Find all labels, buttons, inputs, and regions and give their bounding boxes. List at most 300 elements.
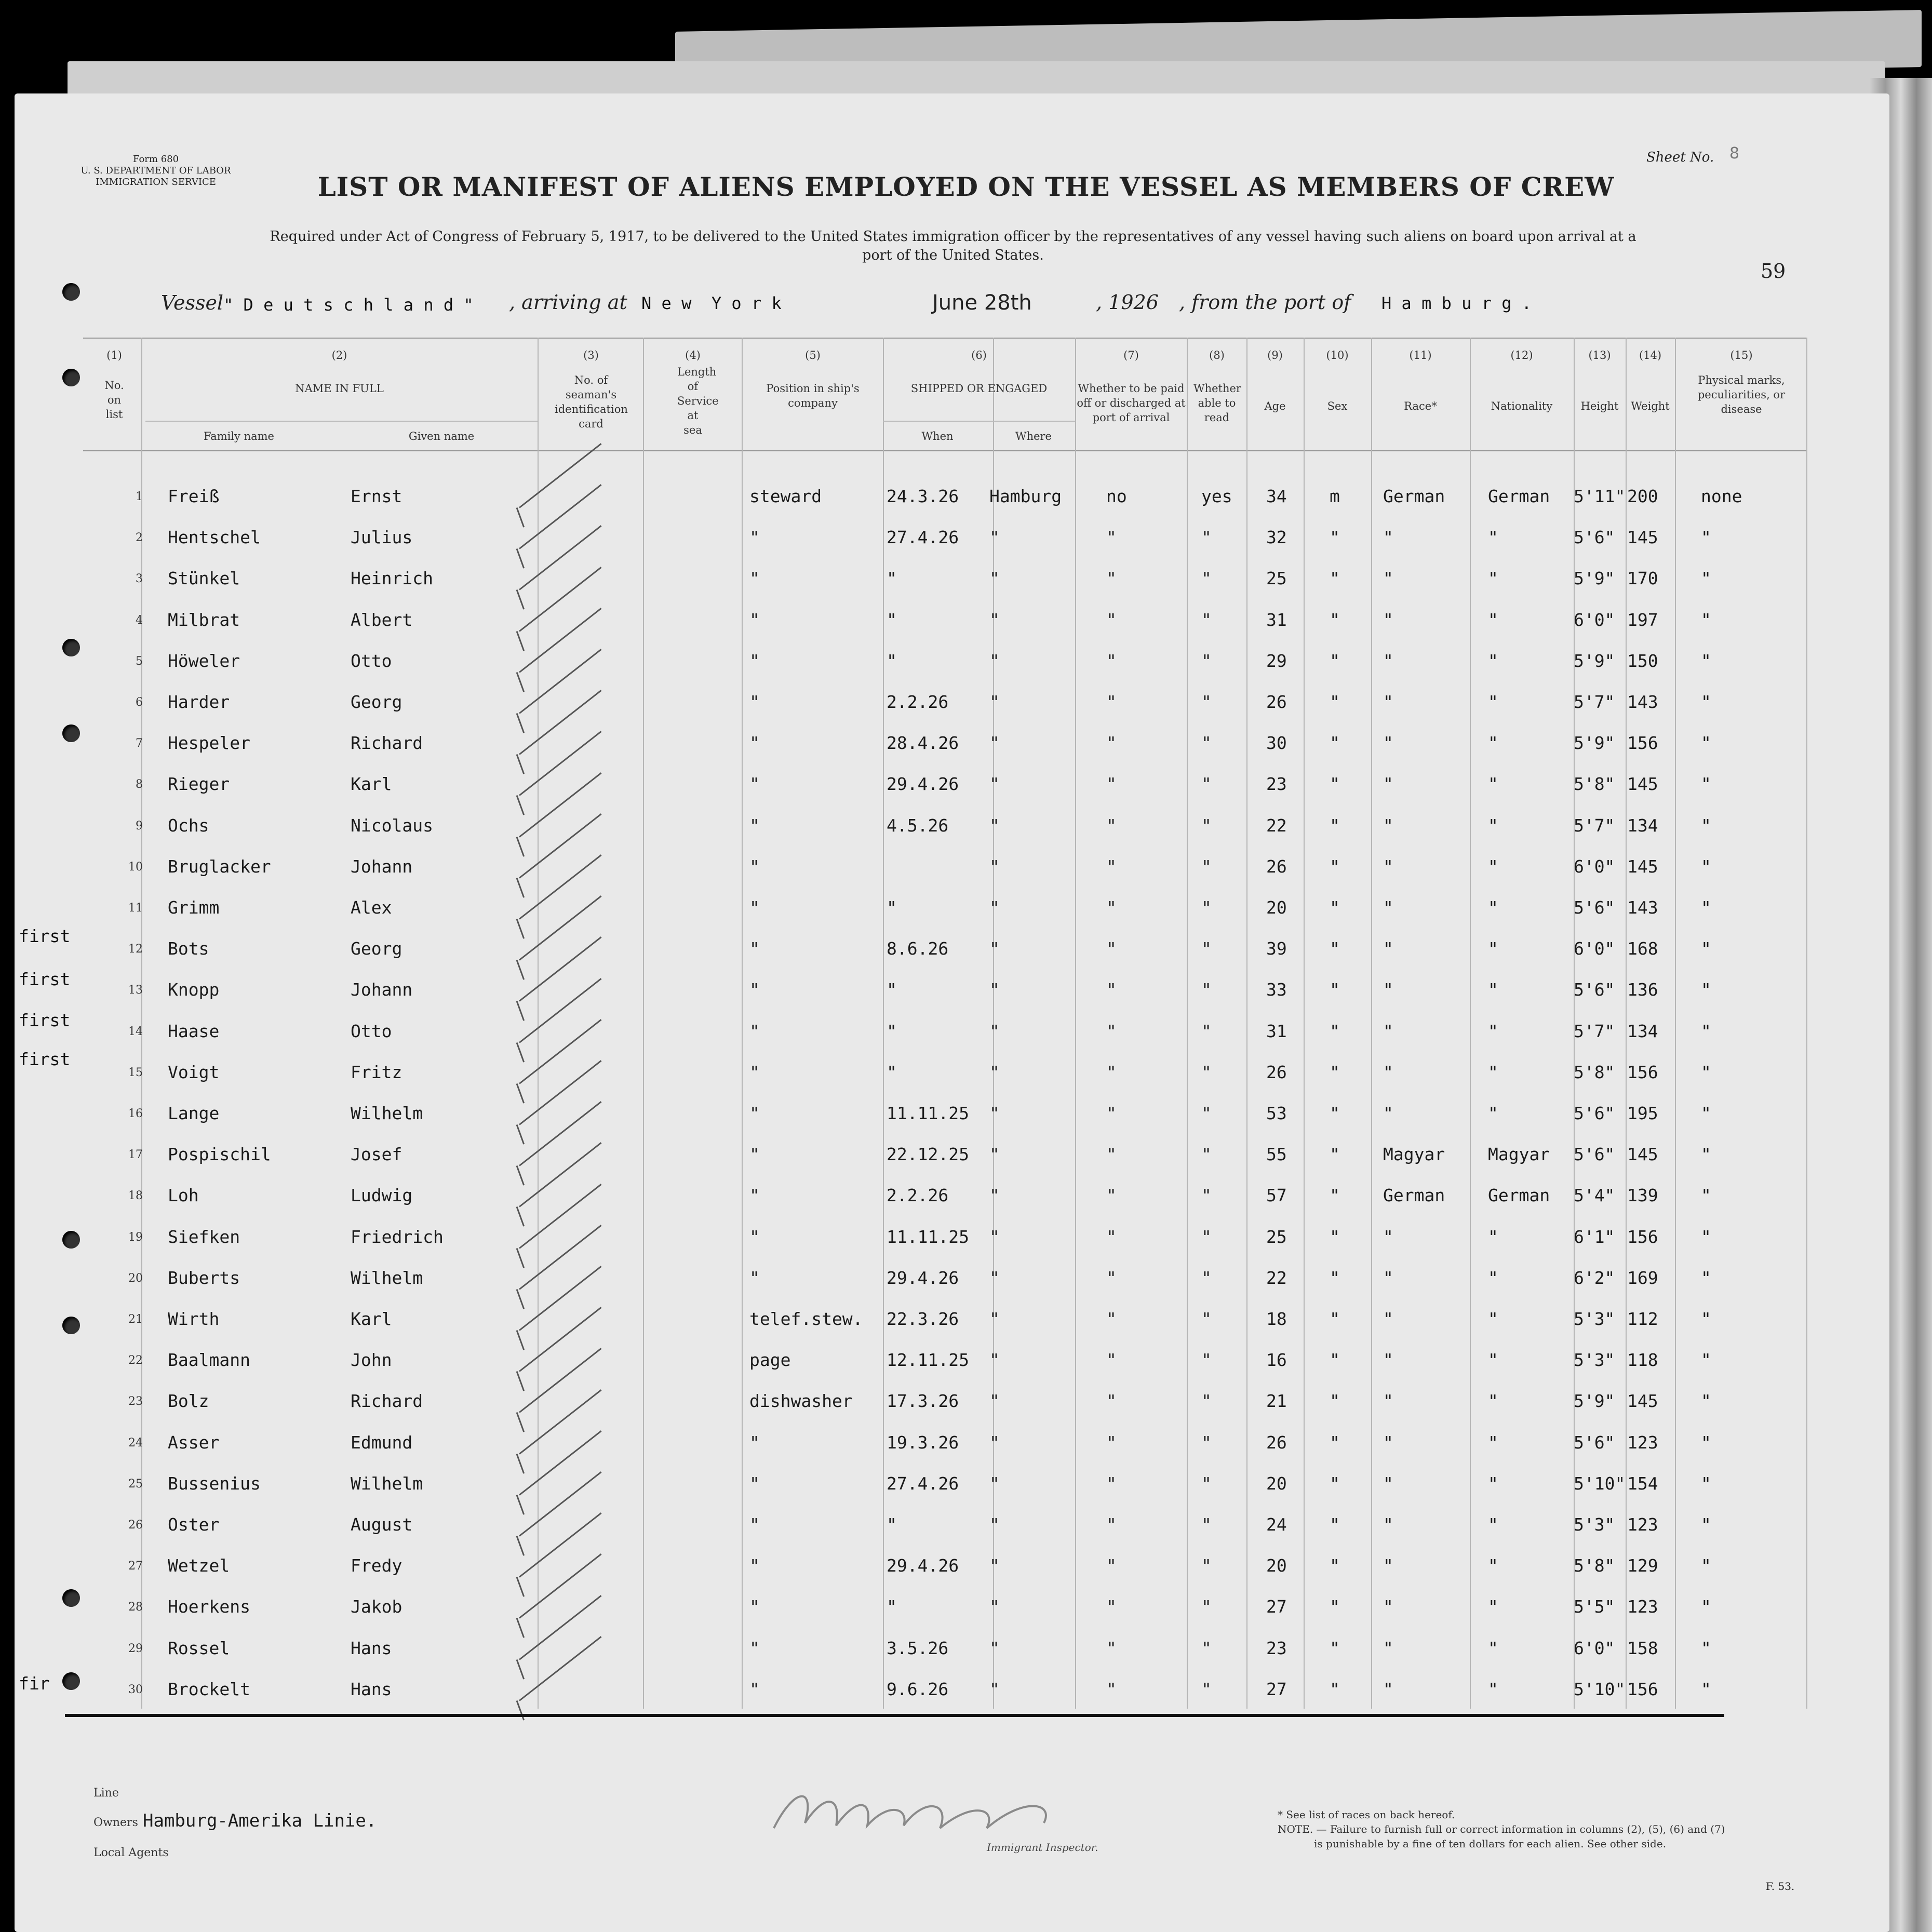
cell-age: 39 — [1266, 938, 1287, 959]
col-num: (12) — [1510, 349, 1533, 361]
cell-race: " — [1383, 733, 1393, 753]
cell-age: 23 — [1266, 774, 1287, 794]
cell-paid: " — [1106, 1432, 1117, 1453]
cell-position: " — [749, 1596, 760, 1617]
cell-family: Loh — [168, 1185, 199, 1205]
cell-marks: " — [1701, 1227, 1711, 1247]
cell-height: 5'9" — [1574, 568, 1615, 588]
owners-value: Hamburg-Amerika Linie. — [143, 1810, 377, 1831]
cell-marks: " — [1701, 897, 1711, 918]
footer-note — [1278, 1807, 1797, 1851]
col-head-15 — [1676, 348, 1806, 417]
binder-hole — [62, 1672, 80, 1690]
cell-sex: " — [1330, 651, 1340, 671]
cell-where: " — [989, 1555, 1000, 1576]
cell-height: 5'6" — [1574, 1432, 1615, 1453]
cell-sex: " — [1330, 1062, 1340, 1082]
cell-given: Otto — [351, 1021, 392, 1041]
cell-paid: " — [1106, 938, 1117, 959]
cell-position: " — [749, 1473, 760, 1494]
form-code: F. 53. — [1766, 1880, 1795, 1893]
cell-height: 6'0" — [1574, 938, 1615, 959]
cell-paid: " — [1106, 856, 1117, 877]
col-head-2 — [141, 348, 538, 396]
cell-family: Milbrat — [168, 610, 240, 630]
cell-sex: " — [1330, 1350, 1340, 1370]
cell-height: 5'3" — [1574, 1350, 1615, 1370]
cell-no: 13 — [128, 984, 143, 997]
cell-read: " — [1201, 1679, 1212, 1699]
cell-sex: m — [1330, 486, 1340, 506]
cell-age: 27 — [1266, 1596, 1287, 1617]
cell-paid: " — [1106, 610, 1117, 630]
cell-sex: " — [1330, 1679, 1340, 1699]
dept-name: U. S. DEPARTMENT OF LABOR — [81, 165, 231, 176]
col-num: (7) — [1123, 349, 1139, 361]
cell-marks: " — [1701, 1185, 1711, 1205]
cell-race: " — [1383, 1638, 1393, 1658]
col-label: Race* — [1404, 400, 1437, 412]
cell-when: " — [887, 1021, 897, 1041]
cell-weight: 129 — [1627, 1555, 1658, 1576]
margin-note: first — [19, 1010, 71, 1030]
cell-when: 28.4.26 — [887, 733, 959, 753]
sheet-label: Sheet No. — [1646, 150, 1714, 165]
cell-paid: " — [1106, 1021, 1117, 1041]
cell-age: 22 — [1266, 815, 1287, 836]
cell-sex: " — [1330, 856, 1340, 877]
cell-family: Pospischil — [168, 1144, 271, 1164]
cell-read: " — [1201, 1268, 1212, 1288]
cell-position: " — [749, 1638, 760, 1658]
cell-weight: 145 — [1627, 774, 1658, 794]
inspector-label: Immigrant Inspector. — [987, 1841, 1098, 1854]
cell-height: 5'10" — [1574, 1679, 1626, 1699]
cell-no: 21 — [128, 1313, 143, 1326]
cell-age: 20 — [1266, 1473, 1287, 1494]
inspector-signature — [753, 1776, 1117, 1844]
cell-height: 5'6" — [1574, 1103, 1615, 1123]
cell-read: " — [1201, 568, 1212, 588]
cell-weight: 156 — [1627, 1062, 1658, 1082]
cell-race: German — [1383, 1185, 1445, 1205]
col-head-12 — [1470, 348, 1574, 413]
cell-paid: " — [1106, 1350, 1117, 1370]
col-label: Whether to be paid off or discharged at port of arrival — [1077, 382, 1186, 424]
cell-nationality: " — [1488, 610, 1498, 630]
cell-where: " — [989, 610, 1000, 630]
cell-sex: " — [1330, 568, 1340, 588]
cell-race: " — [1383, 1350, 1393, 1370]
cell-read: yes — [1201, 486, 1232, 506]
cell-when: 19.3.26 — [887, 1432, 959, 1453]
cell-read: " — [1201, 1596, 1212, 1617]
cell-where: " — [989, 1144, 1000, 1164]
cell-when: 3.5.26 — [887, 1638, 949, 1658]
cell-marks: " — [1701, 1679, 1711, 1699]
cell-when: 17.3.26 — [887, 1391, 959, 1411]
col-label: Whether able to read — [1193, 382, 1241, 424]
cell-height: 6'0" — [1574, 1638, 1615, 1658]
col-head-4 — [644, 348, 742, 437]
cell-weight: 154 — [1627, 1473, 1658, 1494]
cell-no: 30 — [128, 1683, 143, 1696]
cell-paid: " — [1106, 774, 1117, 794]
cell-sex: " — [1330, 1021, 1340, 1041]
cell-family: Brockelt — [168, 1679, 250, 1699]
cell-no: 6 — [136, 696, 143, 709]
cell-marks: " — [1701, 651, 1711, 671]
cell-given: Georg — [351, 692, 403, 712]
cell-where: " — [989, 733, 1000, 753]
cell-position: " — [749, 897, 760, 918]
cell-no: 4 — [136, 614, 143, 627]
cell-height: 6'0" — [1574, 610, 1615, 630]
cell-height: 5'6" — [1574, 980, 1615, 1000]
form-number: Form 680 — [132, 154, 179, 165]
cell-sex: " — [1330, 1144, 1340, 1164]
cell-race: " — [1383, 1309, 1393, 1329]
cell-nationality: " — [1488, 1555, 1498, 1576]
back-page-edge-2 — [68, 61, 1885, 98]
cell-given: Hans — [351, 1679, 392, 1699]
cell-nationality: " — [1488, 980, 1498, 1000]
col-divider — [1187, 338, 1188, 1709]
when-head: When — [921, 430, 954, 442]
cell-when: " — [887, 980, 897, 1000]
cell-height: 5'8" — [1574, 1555, 1615, 1576]
cell-age: 20 — [1266, 897, 1287, 918]
cell-family: Bruglacker — [168, 856, 271, 877]
cell-family: Lange — [168, 1103, 220, 1123]
col-num: (10) — [1326, 349, 1349, 361]
cell-marks: " — [1701, 1432, 1711, 1453]
cell-where: " — [989, 1596, 1000, 1617]
col-divider — [1626, 338, 1627, 1709]
cell-age: 25 — [1266, 1227, 1287, 1247]
cell-race: " — [1383, 1679, 1393, 1699]
col-num: (15) — [1730, 349, 1753, 361]
cell-where: " — [989, 527, 1000, 547]
cell-weight: 145 — [1627, 1144, 1658, 1164]
cell-marks: " — [1701, 774, 1711, 794]
cell-nationality: " — [1488, 1596, 1498, 1617]
cell-weight: 168 — [1627, 938, 1658, 959]
cell-marks: " — [1701, 692, 1711, 712]
cell-height: 5'9" — [1574, 1391, 1615, 1411]
cell-when: " — [887, 1062, 897, 1082]
cell-where: " — [989, 651, 1000, 671]
cell-race: " — [1383, 1227, 1393, 1247]
col-label: Age — [1264, 400, 1286, 412]
cell-paid: " — [1106, 1555, 1117, 1576]
margin-note: first — [19, 1049, 71, 1069]
cell-marks: " — [1701, 1514, 1711, 1535]
from-port-label: , from the port of — [1179, 291, 1351, 314]
cell-position: " — [749, 815, 760, 836]
cell-where: " — [989, 774, 1000, 794]
cell-age: 26 — [1266, 692, 1287, 712]
cell-sex: " — [1330, 1555, 1340, 1576]
cell-height: 5'11" — [1574, 486, 1626, 506]
col-num: (3) — [583, 349, 599, 361]
cell-height: 5'6" — [1574, 527, 1615, 547]
cell-given: Johann — [351, 856, 413, 877]
cell-position: " — [749, 856, 760, 877]
cell-family: Haase — [168, 1021, 220, 1041]
cell-given: Ludwig — [351, 1185, 413, 1205]
cell-weight: 123 — [1627, 1514, 1658, 1535]
cell-position: " — [749, 1062, 760, 1082]
col-label: Position in ship's company — [766, 382, 860, 409]
cell-nationality: German — [1488, 1185, 1550, 1205]
cell-nationality: " — [1488, 1268, 1498, 1288]
cell-sex: " — [1330, 1514, 1340, 1535]
cell-read: " — [1201, 938, 1212, 959]
cell-sex: " — [1330, 1391, 1340, 1411]
cell-age: 29 — [1266, 651, 1287, 671]
cell-family: Asser — [168, 1432, 220, 1453]
cell-position: " — [749, 1268, 760, 1288]
vessel-name: " D e u t s c h l a n d " — [223, 295, 474, 315]
cell-nationality: " — [1488, 1473, 1498, 1494]
cell-read: " — [1201, 1514, 1212, 1535]
col-head-11 — [1371, 348, 1470, 413]
cell-when: " — [887, 568, 897, 588]
col-label: Physical marks, peculiarities, or disease — [1697, 374, 1786, 415]
cell-race: " — [1383, 938, 1393, 959]
cell-marks: " — [1701, 610, 1711, 630]
cell-weight: 150 — [1627, 651, 1658, 671]
cell-no: 25 — [128, 1478, 143, 1491]
cell-read: " — [1201, 1021, 1212, 1041]
cell-family: Hentschel — [168, 527, 261, 547]
col-divider — [742, 338, 743, 1709]
cell-family: Baalmann — [168, 1350, 250, 1370]
cell-position: " — [749, 733, 760, 753]
col-num: (4) — [685, 349, 701, 361]
col-num: (6) — [971, 349, 987, 361]
note-line-1: NOTE. — Failure to furnish full or correct information in columns (2), (5), (6) and (7) — [1278, 1823, 1725, 1835]
cell-no: 27 — [128, 1560, 143, 1573]
cell-position: telef.stew. — [749, 1309, 863, 1329]
cell-family: Voigt — [168, 1062, 220, 1082]
cell-race: " — [1383, 568, 1393, 588]
cell-given: Wilhelm — [351, 1268, 423, 1288]
cell-when: 9.6.26 — [887, 1679, 949, 1699]
cell-given: Fredy — [351, 1555, 403, 1576]
cell-given: Albert — [351, 610, 413, 630]
cell-age: 23 — [1266, 1638, 1287, 1658]
col-num: (8) — [1209, 349, 1225, 361]
cell-age: 55 — [1266, 1144, 1287, 1164]
col-label: Nationality — [1491, 400, 1553, 412]
cell-family: Freiß — [168, 486, 220, 506]
cell-where: " — [989, 1185, 1000, 1205]
cell-nationality: " — [1488, 1350, 1498, 1370]
cell-height: 5'7" — [1574, 815, 1615, 836]
cell-race: " — [1383, 610, 1393, 630]
cell-family: Buberts — [168, 1268, 240, 1288]
cell-given: Julius — [351, 527, 413, 547]
cell-weight: 143 — [1627, 692, 1658, 712]
cell-where: " — [989, 938, 1000, 959]
cell-where: " — [989, 1391, 1000, 1411]
cell-given: Otto — [351, 651, 392, 671]
cell-weight: 170 — [1627, 568, 1658, 588]
cell-no: 3 — [136, 572, 143, 585]
cell-given: Heinrich — [351, 568, 433, 588]
cell-no: 8 — [136, 778, 143, 791]
cell-weight: 136 — [1627, 980, 1658, 1000]
cell-given: Wilhelm — [351, 1103, 423, 1123]
cell-no: 12 — [128, 943, 143, 956]
cell-position: " — [749, 1185, 760, 1205]
col-head-1 — [88, 348, 140, 422]
cell-race: " — [1383, 1021, 1393, 1041]
cell-position: steward — [749, 486, 822, 506]
vessel-label — [161, 291, 223, 315]
cell-position: " — [749, 1103, 760, 1123]
cell-where: " — [989, 1062, 1000, 1082]
cell-height: 5'8" — [1574, 774, 1615, 794]
col-num: (5) — [805, 349, 821, 361]
cell-marks: " — [1701, 1473, 1711, 1494]
cell-when: 11.11.25 — [887, 1227, 969, 1247]
cell-height: 5'3" — [1574, 1309, 1615, 1329]
cell-position: " — [749, 568, 760, 588]
cell-read: " — [1201, 1227, 1212, 1247]
col-head-6 — [883, 348, 1075, 396]
cell-race: " — [1383, 1268, 1393, 1288]
cell-paid: " — [1106, 1268, 1117, 1288]
cell-race: " — [1383, 1103, 1393, 1123]
cell-sex: " — [1330, 1638, 1340, 1658]
cell-read: " — [1201, 527, 1212, 547]
cell-marks: " — [1701, 938, 1711, 959]
cell-position: " — [749, 1555, 760, 1576]
cell-age: 22 — [1266, 1268, 1287, 1288]
requirement-line-2: port of the United States. — [862, 247, 1044, 263]
cell-nationality: " — [1488, 692, 1498, 712]
cell-age: 16 — [1266, 1350, 1287, 1370]
cell-read: " — [1201, 1350, 1212, 1370]
cell-paid: " — [1106, 1473, 1117, 1494]
cell-paid: " — [1106, 692, 1117, 712]
cell-age: 21 — [1266, 1391, 1287, 1411]
cell-position: " — [749, 1679, 760, 1699]
cell-race: " — [1383, 692, 1393, 712]
cell-given: Ernst — [351, 486, 403, 506]
races-note: * See list of races on back hereof. — [1278, 1808, 1455, 1821]
vessel-label-text: Vessel — [161, 291, 224, 314]
cell-paid: " — [1106, 1185, 1117, 1205]
cell-marks: " — [1701, 856, 1711, 877]
cell-where: " — [989, 1268, 1000, 1288]
cell-family: Wetzel — [168, 1555, 230, 1576]
col-label: NAME IN FULL — [295, 382, 384, 395]
col-head-5 — [743, 348, 883, 410]
cell-no: 24 — [128, 1437, 143, 1450]
cell-when: 29.4.26 — [887, 774, 959, 794]
cell-weight: 156 — [1627, 1227, 1658, 1247]
cell-when: 2.2.26 — [887, 692, 949, 712]
cell-race: " — [1383, 815, 1393, 836]
cell-age: 24 — [1266, 1514, 1287, 1535]
cell-when: 22.3.26 — [887, 1309, 959, 1329]
cell-given: Nicolaus — [351, 815, 433, 836]
cell-no: 2 — [136, 531, 143, 544]
cell-given: John — [351, 1350, 392, 1370]
cell-when: 2.2.26 — [887, 1185, 949, 1205]
cell-race: " — [1383, 897, 1393, 918]
cell-no: 28 — [128, 1601, 143, 1614]
cell-weight: 143 — [1627, 897, 1658, 918]
cell-race: " — [1383, 1062, 1393, 1082]
col-divider — [643, 338, 644, 1709]
cell-position: " — [749, 610, 760, 630]
binder-hole — [62, 1317, 80, 1334]
cell-nationality: German — [1488, 486, 1550, 506]
cell-weight: 156 — [1627, 1679, 1658, 1699]
cell-sex: " — [1330, 1432, 1340, 1453]
binder-hole — [62, 725, 80, 742]
cell-paid: " — [1106, 1679, 1117, 1699]
cell-nationality: " — [1488, 1679, 1498, 1699]
cell-when: 29.4.26 — [887, 1555, 959, 1576]
cell-height: 5'6" — [1574, 897, 1615, 918]
cell-when: 27.4.26 — [887, 527, 959, 547]
arriving-label: , arriving at — [509, 291, 627, 314]
cell-paid: " — [1106, 568, 1117, 588]
cell-paid: " — [1106, 1144, 1117, 1164]
cell-weight: 197 — [1627, 610, 1658, 630]
cell-when: 11.11.25 — [887, 1103, 969, 1123]
cell-marks: " — [1701, 1350, 1711, 1370]
cell-read: " — [1201, 1103, 1212, 1123]
cell-given: Wilhelm — [351, 1473, 423, 1494]
cell-position: " — [749, 527, 760, 547]
cell-read: " — [1201, 1309, 1212, 1329]
col-label: SHIPPED OR ENGAGED — [910, 382, 1048, 395]
cell-marks: " — [1701, 1103, 1711, 1123]
cell-where: " — [989, 980, 1000, 1000]
cell-when: " — [887, 610, 897, 630]
cell-when: 8.6.26 — [887, 938, 949, 959]
cell-sex: " — [1330, 938, 1340, 959]
col-label: Height — [1580, 400, 1619, 412]
cell-given: Karl — [351, 1309, 392, 1329]
cell-weight: 145 — [1627, 856, 1658, 877]
cell-family: Stünkel — [168, 568, 240, 588]
cell-sex: " — [1330, 527, 1340, 547]
col-head-7 — [1076, 348, 1186, 425]
cell-marks: " — [1701, 1309, 1711, 1329]
cell-height: 6'0" — [1574, 856, 1615, 877]
cell-nationality: " — [1488, 815, 1498, 836]
cell-paid: " — [1106, 1062, 1117, 1082]
cell-position: " — [749, 938, 760, 959]
cell-sex: " — [1330, 1227, 1340, 1247]
cell-given: Josef — [351, 1144, 403, 1164]
owners-label: Owners — [93, 1816, 138, 1829]
cell-family: Bots — [168, 938, 209, 959]
cell-read: " — [1201, 1473, 1212, 1494]
cell-race: " — [1383, 980, 1393, 1000]
cell-sex: " — [1330, 1268, 1340, 1288]
cell-sex: " — [1330, 1185, 1340, 1205]
cell-weight: 169 — [1627, 1268, 1658, 1288]
